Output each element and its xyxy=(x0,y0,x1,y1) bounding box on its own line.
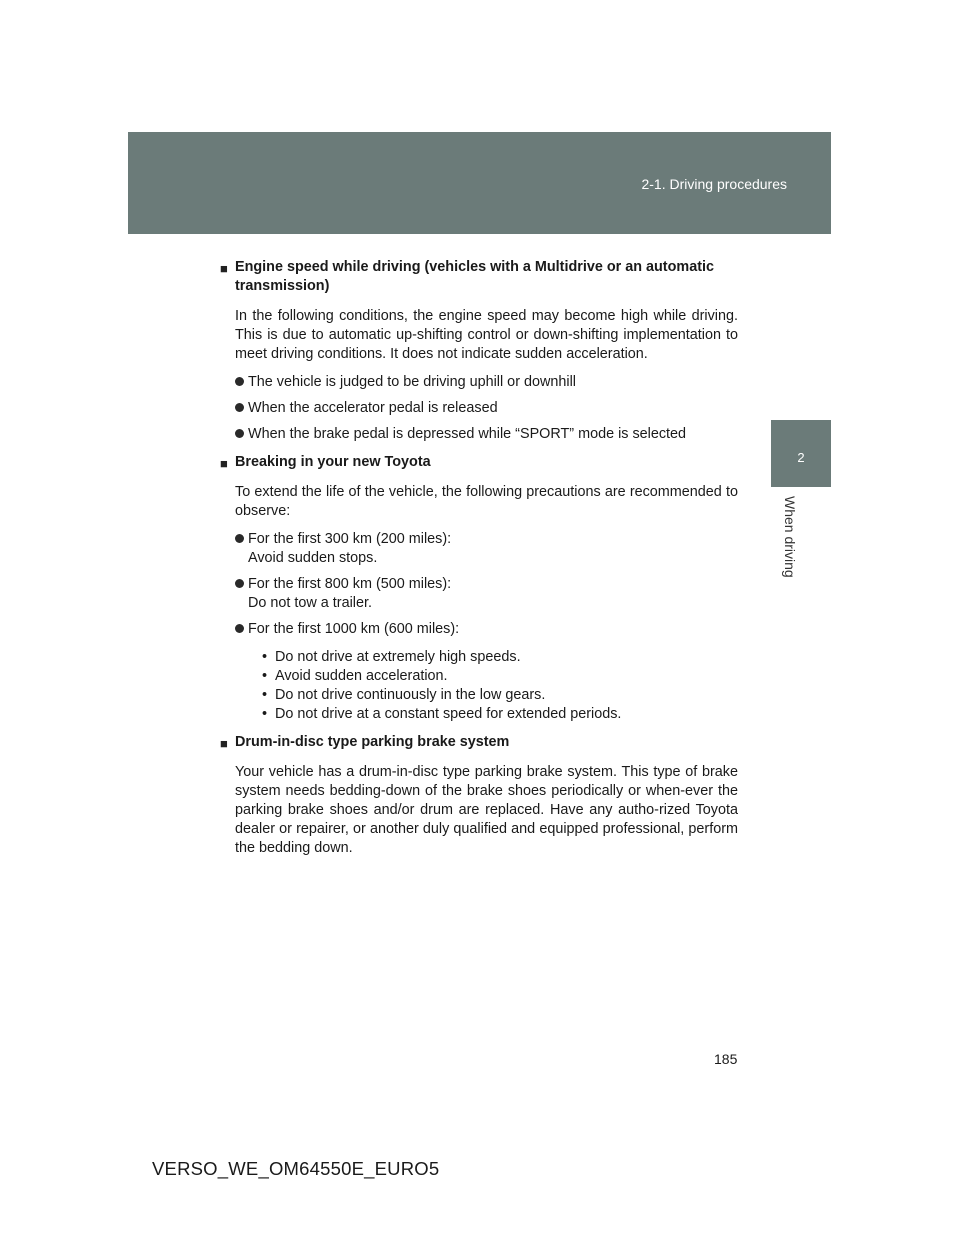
sub-list-item: • Avoid sudden acceleration. xyxy=(262,668,448,684)
list-item: For the first 800 km (500 miles): Do not tow a trailer. xyxy=(235,575,738,613)
heading-text: Breaking in your new Toyota xyxy=(235,454,431,470)
page-number: 185 xyxy=(714,1051,738,1067)
heading-text: Drum-in-disc type parking brake system xyxy=(235,734,510,750)
chapter-number: 2 xyxy=(797,450,805,465)
header-band xyxy=(128,132,831,234)
section-heading xyxy=(220,453,738,472)
page-content xyxy=(220,258,738,867)
paragraph: Your vehicle has a drum-in-disc type parking brake system. This type of brake system needs bedding-down of the brake shoes periodically or when-ever the parking brake shoes and/or drum are replaced. Have any autho-rized Toyota dealer or repairer, or another duly qualified and equipped professional, perform the bedding down. xyxy=(235,764,738,856)
round-bullet-icon xyxy=(235,429,244,438)
list-item: When the brake pedal is depressed while “SPORT” mode is selected xyxy=(235,425,738,444)
square-bullet-icon: ■ xyxy=(220,736,228,751)
paragraph: In the following conditions, the engine speed may become high while driving. This is due to automatic up-shifting control or down-shifting implementation to meet driving conditions. It does not indicate sudden acceleration. xyxy=(235,308,738,362)
sub-list-item: • Do not drive at extremely high speeds. xyxy=(262,649,521,665)
square-bullet-icon: ■ xyxy=(220,456,228,471)
list-item: The vehicle is judged to be driving uphill or downhill xyxy=(235,373,738,392)
sub-list-item: • Do not drive at a constant speed for extended periods. xyxy=(262,706,622,722)
square-bullet-icon: ■ xyxy=(220,261,228,276)
dot-bullet-icon: • xyxy=(262,706,268,722)
heading-text: Engine speed while driving (vehicles with a Multidrive or an automatic transmission) xyxy=(235,259,714,294)
dot-bullet-icon: • xyxy=(262,687,268,703)
round-bullet-icon xyxy=(235,403,244,412)
chapter-tab xyxy=(771,420,831,487)
section-heading xyxy=(220,258,738,296)
section-heading xyxy=(220,733,738,752)
round-bullet-icon xyxy=(235,624,244,633)
sub-list xyxy=(220,648,738,724)
chapter-label: When driving xyxy=(782,496,798,578)
round-bullet-icon xyxy=(235,579,244,588)
round-bullet-icon xyxy=(235,377,244,386)
round-bullet-icon xyxy=(235,534,244,543)
dot-bullet-icon: • xyxy=(262,668,268,684)
list-item: For the first 1000 km (600 miles): xyxy=(235,620,738,639)
document-code: VERSO_WE_OM64550E_EURO5 xyxy=(152,1158,440,1179)
section-title: 2-1. Driving procedures xyxy=(641,176,787,192)
list-item: For the first 300 km (200 miles): Avoid sudden stops. xyxy=(235,530,738,568)
dot-bullet-icon: • xyxy=(262,649,268,665)
list-item: When the accelerator pedal is released xyxy=(235,399,738,418)
paragraph: To extend the life of the vehicle, the following precautions are recommended to observe: xyxy=(235,484,738,519)
sub-list-item: • Do not drive continuously in the low gears. xyxy=(262,687,546,703)
